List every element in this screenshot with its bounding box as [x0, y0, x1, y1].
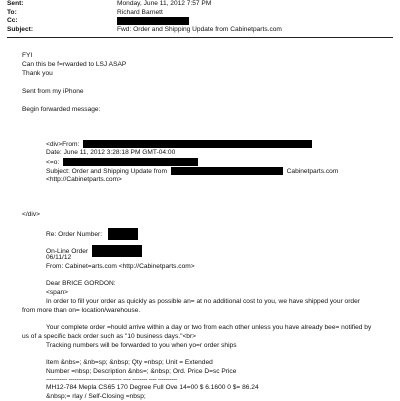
to-value: Richard Barnett — [117, 8, 163, 16]
header-divider — [7, 37, 393, 38]
from-cabinetparts: From: Cabinet=arts.com <http://Cabinetparts.com> — [46, 263, 195, 270]
redaction-box — [83, 140, 312, 148]
fwd-subject-prefix: Subject: Order and Shipping Update from — [46, 167, 167, 175]
fwd-subject-line — [46, 167, 338, 176]
subject-row — [7, 26, 397, 35]
body-forward-request: Can this be f=rwarded to LSJ ASAP — [22, 61, 127, 68]
redaction-box — [92, 245, 142, 257]
online-order-label: On-Line Order — [46, 247, 89, 255]
paragraph-1-line-1: In order to fill your order as quickly as possible an= at no additional cost to you, we have shipped your order — [46, 298, 360, 305]
order-date: 06/11/12 — [46, 254, 72, 261]
cc-row — [7, 17, 397, 26]
re-order-label: Re: Order Number: — [46, 230, 103, 238]
redaction-box — [63, 158, 198, 166]
table-row-1-continued: &nbsp;= rlay / Self-Closing =nbsp; — [46, 393, 146, 400]
greeting: Dear BRICE GORDON: — [46, 280, 116, 287]
fwd-from-line — [46, 140, 312, 149]
table-header-line-2: Number =nbsp; Description &nbs=; &nbsp; Ord. Price D=sc Price — [46, 368, 237, 375]
body-fyi: FYI — [22, 52, 33, 59]
fwd-from-label: <div>From: — [46, 140, 80, 148]
redaction-box — [117, 17, 189, 25]
subject-label: Subject: — [7, 25, 34, 33]
to-label: To: — [7, 8, 17, 16]
email-header — [7, 0, 397, 34]
sent-value: Monday, June 11, 2012 7:57 PM — [117, 0, 212, 8]
table-rule: ----------- ---------------------------- ---- -------- ---- ---------- — [46, 376, 177, 383]
sent-row — [7, 0, 397, 9]
fwd-date: Date: June 11, 2012 3:28:18 PM GMT-04:00 — [46, 149, 176, 156]
to-row — [7, 9, 397, 18]
sent-label: Sent: — [7, 0, 24, 8]
body-begin-forwarded: Begin forwarded message: — [22, 106, 101, 113]
fwd-subject-link: <http://Cabinetparts.com> — [46, 176, 122, 183]
paragraph-2-line-3: Tracking numbers will be forwarded to you when yo=r order ships — [46, 342, 237, 349]
body-sent-from: Sent from my iPhone — [22, 88, 84, 95]
re-order-line — [46, 228, 138, 240]
body-thanks: Thank you — [22, 70, 53, 77]
paragraph-2-line-1: Your complete order =hould arrive within a day or two from each other unless you have already bee= notified by — [46, 324, 372, 331]
paragraph-2-line-2: us of a specific back order such as "10 business days."<br> — [22, 333, 197, 340]
div-close: </div> — [22, 211, 40, 218]
paragraph-1-line-2: from more than on= location/warehouse. — [22, 307, 141, 314]
redaction-box — [171, 167, 283, 175]
span-tag: <span> — [46, 289, 68, 296]
cc-label: Cc: — [7, 17, 18, 25]
fwd-to-line — [46, 158, 198, 167]
subject-value: Fwd: Order and Shipping Update from Cabinetparts.com — [117, 25, 282, 33]
table-header-line-1: Item &nbs=; &nb=sp; &nbsp; Qty =nbsp; Unit = Extended — [46, 359, 213, 366]
fwd-to-label: <=o: — [46, 158, 60, 166]
fwd-subject-suffix: Cabinetparts.com — [286, 167, 339, 175]
table-row-1: MH12-784 Mepla CS65 170 Degree Full Ove 14=00 $ 6.1600 0 $= 86.24 — [46, 384, 259, 391]
redaction-box — [108, 228, 138, 240]
